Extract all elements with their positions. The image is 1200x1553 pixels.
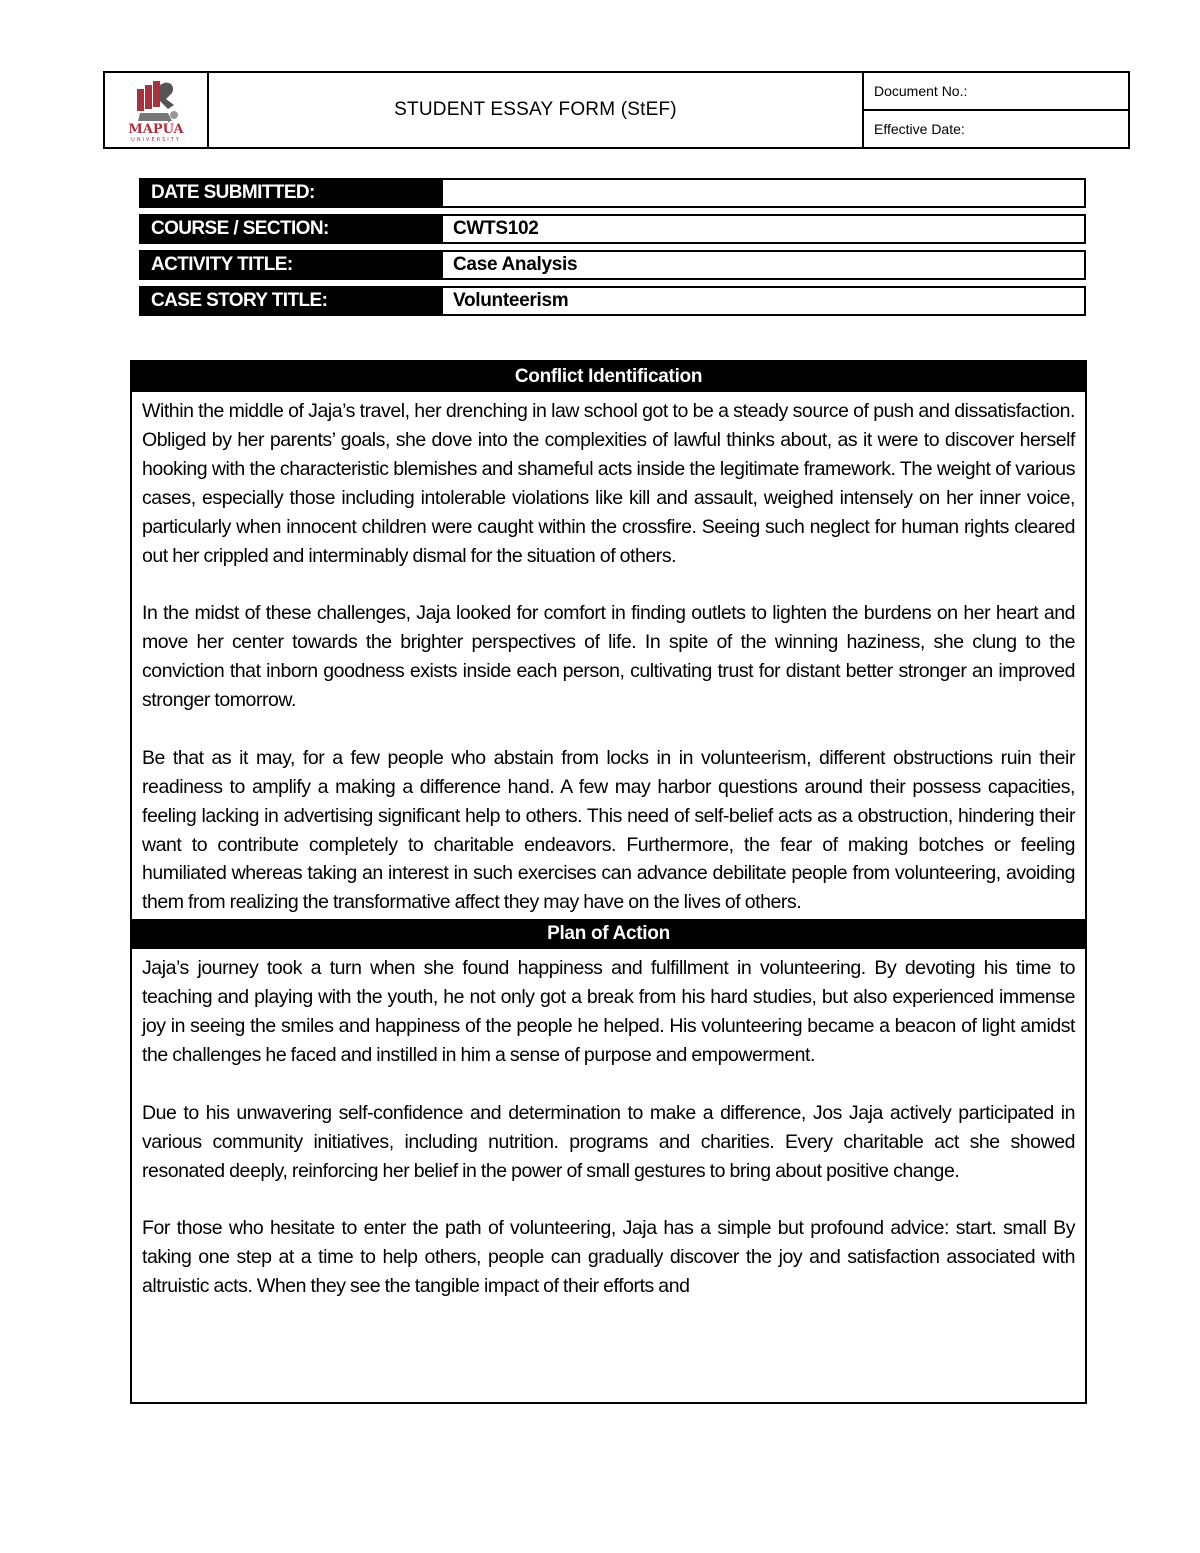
document-header <box>103 71 1130 149</box>
course-section-row <box>139 214 1086 244</box>
document-info <box>864 73 1128 147</box>
document-no-label: Document No.: <box>874 83 968 99</box>
plan-of-action-body <box>132 949 1085 1303</box>
activity-title-value: Case Analysis <box>441 250 1086 280</box>
paragraph: For those who hesitate to enter the path of volunteering, Jaja has a simple but profound advice: start. small By taking one step at a time to help others, people can gradually discover the joy and satisfaction associated with altruistic acts. When they see the tangible impact of their efforts and <box>142 1217 1075 1298</box>
date-submitted-row <box>139 178 1086 208</box>
activity-title-label: ACTIVITY TITLE: <box>139 250 441 280</box>
conflict-identification-heading: Conflict Identification <box>132 362 1085 392</box>
paragraph: Be that as it may, for a few people who abstain from locks in in volunteerism, different obstructions ruin their readiness to amplify a making a difference hand. A few may harbor questions around their possess capacities, feeling lacking in advertising significant help to others. This need of self-belief acts as a obstruction, hindering their want to contribute completely to charitable endeavors. Furthermore, the fear of making botches or feeling humiliated whereas taking an interest in such exercises can advance debilitate people from volunteering, avoiding them from realizing the transformative affect they may have on the lives of others. <box>142 746 1075 914</box>
course-section-label: COURSE / SECTION: <box>139 214 441 244</box>
effective-date-label: Effective Date: <box>864 109 1128 147</box>
logo-cell <box>105 73 209 147</box>
svg-text:UNIVERSITY: UNIVERSITY <box>131 137 181 143</box>
university-logo <box>116 75 196 145</box>
form-title: STUDENT ESSAY FORM (StEF) <box>209 73 864 147</box>
activity-title-row <box>139 250 1086 280</box>
date-submitted-label: DATE SUBMITTED: <box>139 178 441 208</box>
course-section-value: CWTS102 <box>441 214 1086 244</box>
conflict-identification-body <box>132 392 1085 919</box>
case-story-title-value: Volunteerism <box>441 286 1086 316</box>
date-submitted-value <box>441 178 1086 208</box>
paragraph: Jaja’s journey took a turn when she found happiness and fulfillment in volunteering. By devoting his time to teaching and playing with the youth, he not only got a break from his hard studies, but also experienced immense joy in seeing the smiles and happiness of the people he helped. His volunteering became a beacon of light amidst the challenges he faced and instilled in him a sense of purpose and empowerment. <box>142 957 1075 1066</box>
paragraph: Within the middle of Jaja’s travel, her drenching in law school got to be a steady source of push and dissatisfaction. Obliged by her parents’ goals, she dove into the complexities of lawful thinks about, as it were to discover herself hooking with the characteristic blemishes and shameful acts inside the legitimate framework. The weight of various cases, especially those including intolerable violations like kill and assault, weighed intensely on her inner voice, particularly when innocent children were caught within the crossfire. Seeing such neglect for human rights cleared out her crippled and interminably dismal for the situation of others. <box>142 400 1075 567</box>
plan-of-action-heading: Plan of Action <box>132 919 1085 949</box>
case-story-title-row <box>139 286 1086 316</box>
case-story-title-label: CASE STORY TITLE: <box>139 286 441 316</box>
svg-text:MAPÚA: MAPÚA <box>128 122 184 137</box>
paragraph: Due to his unwavering self-confidence and determination to make a difference, Jos Jaja actively participated in various community initiatives, including nutrition. programs and charities. Every charitable act she showed resonated deeply, reinforcing her belief in the power of small gestures to bring about positive change. <box>142 1101 1075 1182</box>
submission-details <box>139 178 1086 322</box>
paragraph: In the midst of these challenges, Jaja looked for comfort in finding outlets to lighten the burdens on her heart and move her center towards the brighter perspectives of life. In spite of the winning haziness, she clung to the conviction that inborn goodness exists inside each person, cultivating trust for distant better stronger an improved stronger tomorrow. <box>142 602 1075 712</box>
essay-body <box>130 360 1087 1404</box>
